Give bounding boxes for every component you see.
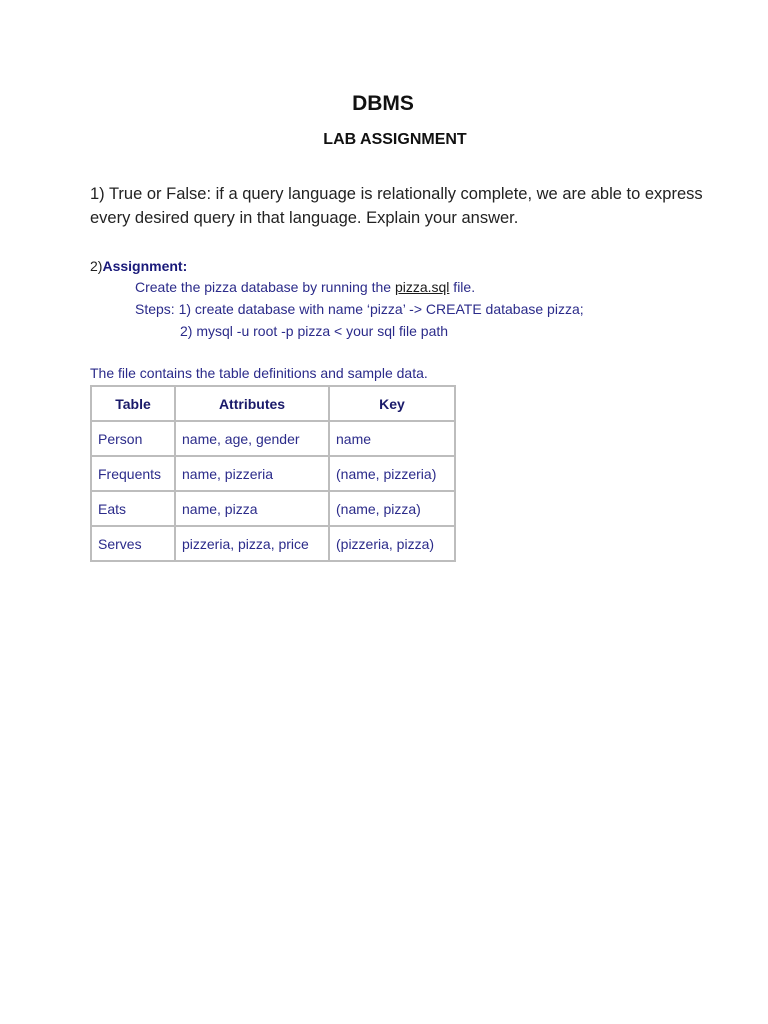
- schema-table: [90, 385, 456, 562]
- table-row: [91, 526, 455, 561]
- assignment-line-1-text: Create the pizza database by running the: [135, 279, 395, 295]
- question-2-header: [90, 258, 187, 274]
- attributes-cell: name, pizza: [175, 491, 329, 526]
- document-title: DBMS: [352, 92, 414, 115]
- assignment-line-1-suffix: file.: [449, 279, 476, 295]
- table-row: [91, 456, 455, 491]
- pizza-sql-link[interactable]: pizza.sql: [394, 279, 450, 295]
- key-cell: (pizzeria, pizza): [329, 526, 455, 561]
- table-row: [91, 421, 455, 456]
- attributes-cell: name, age, gender: [175, 421, 329, 456]
- table-header-row: [91, 386, 455, 421]
- key-cell: (name, pizza): [329, 491, 455, 526]
- document-subtitle: LAB ASSIGNMENT: [323, 131, 467, 148]
- attributes-cell: pizzeria, pizza, price: [175, 526, 329, 561]
- table-name-cell: Eats: [91, 491, 175, 526]
- header-attributes: Attributes: [175, 386, 329, 421]
- assignment-step-1: Steps: 1) create database with name ‘pizza’ -> CREATE database pizza;: [135, 301, 584, 317]
- key-cell: name: [329, 421, 455, 456]
- key-cell: (name, pizzeria): [329, 456, 455, 491]
- header-table: Table: [91, 386, 175, 421]
- table-intro: The file contains the table definitions and sample data.: [90, 365, 428, 381]
- assignment-step-2: 2) mysql -u root -p pizza < your sql file path: [180, 323, 449, 339]
- assignment-line-1: [135, 279, 475, 295]
- question-2-heading: Assignment:: [102, 258, 188, 274]
- table-name-cell: Frequents: [91, 456, 175, 491]
- table-name-cell: Serves: [91, 526, 175, 561]
- table-row: [91, 491, 455, 526]
- question-2-number: 2): [90, 258, 103, 274]
- question-1: 1) True or False: if a query language is relationally complete, we are able to express every desired query in that language. Explain your answer.: [90, 185, 703, 227]
- attributes-cell: name, pizzeria: [175, 456, 329, 491]
- table-name-cell: Person: [91, 421, 175, 456]
- header-key: Key: [329, 386, 455, 421]
